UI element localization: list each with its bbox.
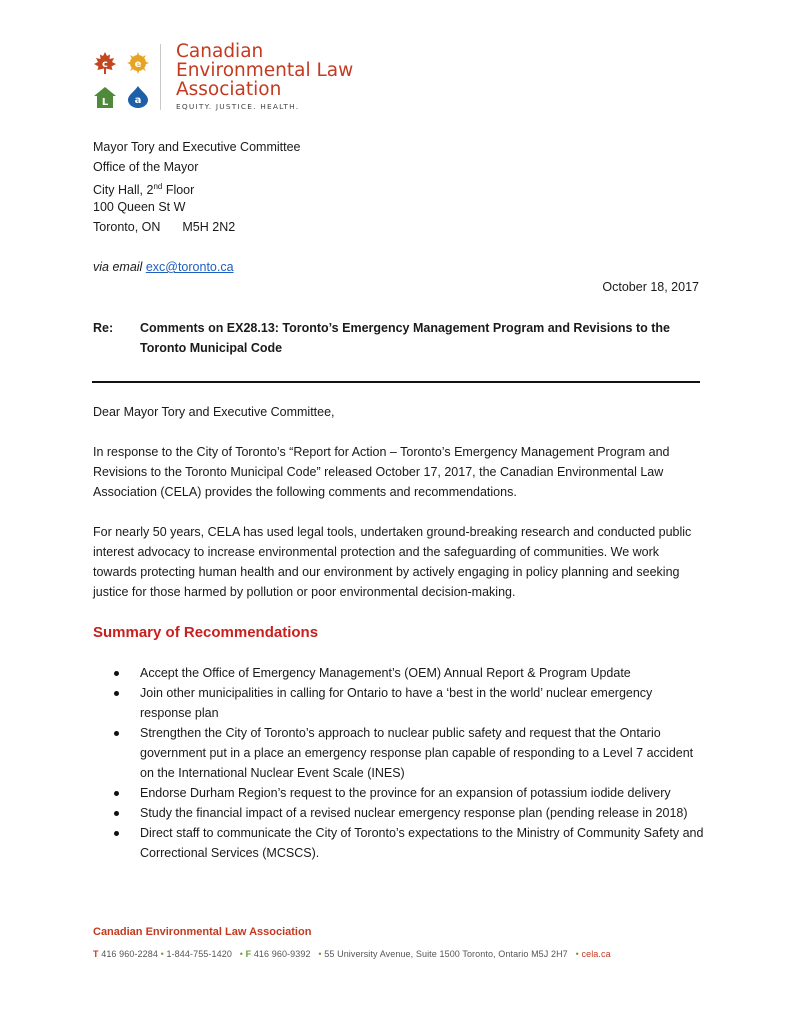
logo-wordmark — [176, 42, 353, 99]
bullet-icon — [114, 811, 119, 816]
letter-date: October 18, 2017 — [602, 280, 699, 294]
logo-letter-l: L — [101, 97, 109, 108]
list-item: Strengthen the City of Toronto’s approach to nuclear public safety and request that the Ontario government put in a place an emergency response plan capable of responding to a Level 7 accident on the International Nuclear Event Scale (INES) — [114, 723, 704, 783]
logo-letter-a: a — [134, 95, 142, 106]
bullet-icon — [114, 671, 119, 676]
footer-fax: 416 960-9392 — [253, 949, 311, 959]
logo-tile-a — [127, 86, 149, 108]
logo-tile-l — [94, 86, 116, 108]
maple-leaf-icon — [94, 52, 116, 74]
bullet-icon — [114, 831, 119, 836]
footer-contact: T 416 960-2284 • 1-844-755-1420 • F 416 960-9392 • 55 University Avenue, Suite 1500 Toronto, Ontario M5J 2H7 • cela.ca — [93, 949, 611, 959]
footer-tollfree: 1-844-755-1420 — [166, 949, 232, 959]
bullet-icon — [114, 791, 119, 796]
footer-t-label: T — [93, 949, 99, 959]
via-prefix: via email — [93, 260, 143, 274]
list-item: Direct staff to communicate the City of Toronto’s expectations to the Ministry of Community Safety and Correctional Services (MCSCS). — [114, 823, 704, 863]
paragraph-1: In response to the City of Toronto’s “Report for Action – Toronto’s Emergency Management Program and Revisions to the Toronto Municipal Code” released October 17, 2017, the Canadian Environmental Law Association (CELA) provides the following comments and recommendations. — [93, 445, 670, 499]
delivery-method — [93, 257, 234, 277]
email-link[interactable]: exc@toronto.ca — [145, 260, 234, 274]
house-icon — [94, 86, 116, 108]
address-line-4: 100 Queen St W — [93, 200, 186, 214]
logo-name-line-1: Canadian — [176, 41, 264, 62]
summary-heading: Summary of Recommendations — [93, 624, 319, 641]
logo-divider — [160, 44, 161, 110]
salutation: Dear Mayor Tory and Executive Committee, — [93, 405, 335, 419]
footer-address: 55 University Avenue, Suite 1500 Toronto, Ontario M5J 2H7 — [324, 949, 568, 959]
logo-tagline: EQUITY. JUSTICE. HEALTH. — [176, 102, 300, 111]
logo-tile-c — [94, 52, 116, 74]
address-line-5: Toronto, ON M5H 2N2 — [93, 220, 236, 234]
list-item: Endorse Durham Region’s request to the province for an expansion of potassium iodide delivery — [114, 783, 704, 803]
recommendations-list — [114, 663, 704, 863]
list-item: Accept the Office of Emergency Management’s (OEM) Annual Report & Program Update — [114, 663, 704, 683]
recipient-address — [93, 137, 301, 237]
logo-letter-c: c — [102, 59, 108, 70]
footer-f-label: F — [245, 949, 252, 959]
drop-icon — [127, 86, 149, 108]
paragraph-2: For nearly 50 years, CELA has used legal tools, undertaken ground-breaking research and conducted public interest advocacy to increase environmental protection and the safeguarding of communities. We work towards protecting human health and our environment by actively engaging in policy planning and seeking justice for those harmed by pollution or poor environmental decision-making. — [93, 525, 692, 599]
logo-name-line-3: Association — [176, 79, 282, 100]
re-subject: Comments on EX28.13: Toronto’s Emergency Management Program and Revisions to the Toronto Municipal Code — [140, 321, 670, 355]
address-line-1: Mayor Tory and Executive Committee — [93, 140, 301, 154]
bullet-icon — [114, 731, 119, 736]
footer-website[interactable]: cela.ca — [581, 949, 611, 959]
sun-icon — [127, 52, 149, 74]
logo-letter-e: e — [134, 59, 142, 70]
list-item: Study the financial impact of a revised nuclear emergency response plan (pending release in 2018) — [114, 803, 704, 823]
footer-org-name: Canadian Environmental Law Association — [93, 926, 312, 938]
re-label: Re: — [93, 321, 114, 335]
address-line-2: Office of the Mayor — [93, 160, 199, 174]
list-item: Join other municipalities in calling for Ontario to have a ‘best in the world’ nuclear emergency response plan — [114, 683, 704, 723]
logo-name-line-2: Environmental Law — [176, 60, 354, 81]
logo-tile-e — [127, 52, 149, 74]
address-line-3: City Hall, 2nd Floor — [93, 182, 195, 198]
footer-phone: 416 960-2284 — [101, 949, 158, 959]
bullet-icon — [114, 691, 119, 696]
horizontal-rule — [92, 381, 700, 383]
